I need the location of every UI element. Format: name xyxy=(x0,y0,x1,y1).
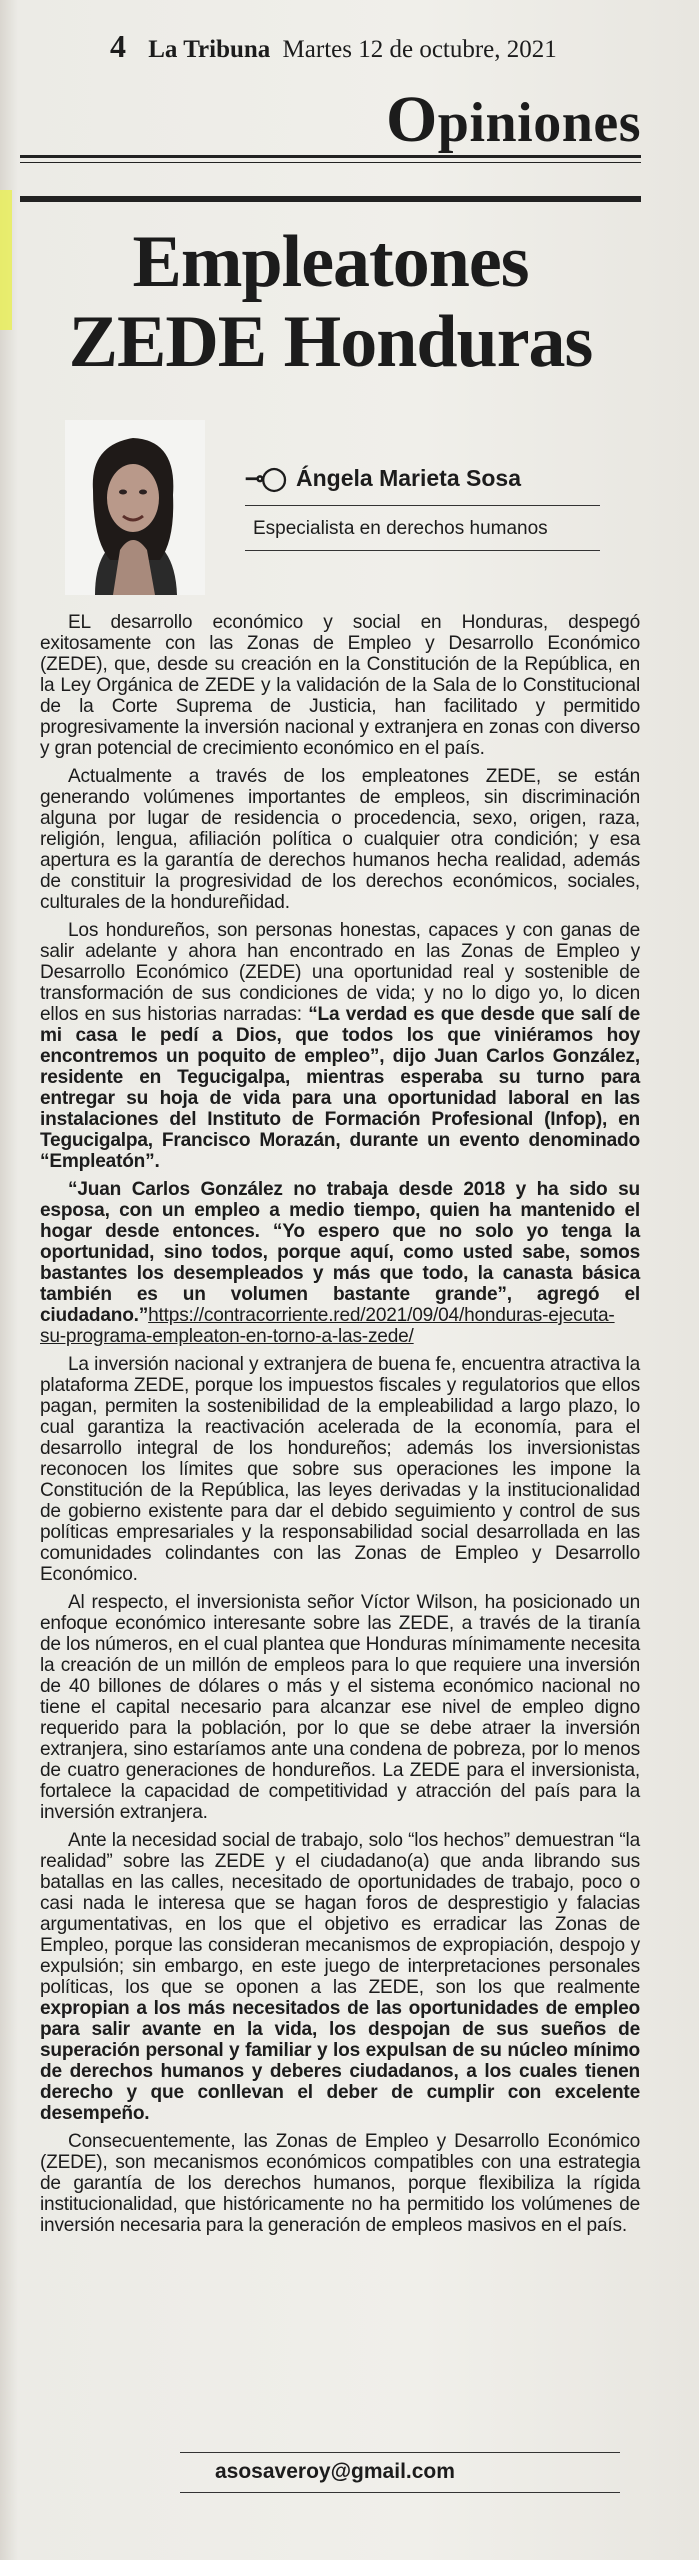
paragraph-6: Al respecto, el inversionista señor Víctor Wilson, ha posicionado un enfoque económico interesante sobre las ZEDE, a través de la tiranía de los números, en el cual plantea que Honduras mínimamente necesita la creación de un millón de empleos para lo que requiere una inversión de 40 billones de dólares o más y el sistema económico nacional no tiene el capital necesario para alcanzar ese nivel de empleo digno requerido para la población, por lo que se debe atraer la inversión extranjera, sino estaríamos ante una condena de pobreza, por lo menos de cuatro generaciones de hondureños. La ZEDE para el inversionista, fortalece la capacidad de competitividad y atracción del país para la inversión extranjera. xyxy=(40,1592,640,1823)
page-number: 4 xyxy=(110,28,126,64)
footer-rule-top xyxy=(180,2452,620,2453)
source-link[interactable]: https://contracorriente.red/2021/09/04/honduras-ejecuta-su-programa-empleaton-en-torno-a-las-zede/ xyxy=(40,1305,615,1347)
paragraph-2: Actualmente a través de los empleatones ZEDE, se están generando volúmenes importantes de empleos, sin discriminación alguna por lugar de residencia o procedencia, sexo, origen, raza, religión, lengua, afiliación política o cualquier otra condición; y esa apertura es la garantía de derechos humanos hecha realidad, además de constituir la progresividad de los derechos económicos, sociales, culturales de la hondureñidad. xyxy=(40,766,640,913)
paragraph-3-text: Los hondureños, son personas honestas, capaces y con ganas de salir adelante y ahora han encontrado en las Zonas de Empleo y Desarrollo Económico (ZEDE) una oportunidad real y sostenible de transformación de sus condiciones de vida; y no lo digo yo, lo dicen ellos en sus historias narradas: xyxy=(40,920,640,1025)
article-headline xyxy=(20,222,641,382)
headline-box xyxy=(20,196,641,392)
paragraph-4-quote: “Juan Carlos González no trabaja desde 2018 y ha sido su esposa, con un empleo a medio tiempo, quien ha mantenido el hogar desde entonces. “Yo espero que no solo yo tenga la oportunidad, sino todos, porque aquí, como usted sabe, somos bastantes los desempleados y más que todo, la canasta básica también es un volumen bastante grande”, agregó el ciudadano.” xyxy=(40,1179,640,1326)
author-email[interactable]: asosaveroy@gmail.com xyxy=(215,2460,455,2483)
section-rest: piniones xyxy=(437,92,641,154)
publication-name: La Tribuna xyxy=(148,36,271,63)
footer-rule-bottom xyxy=(180,2492,620,2493)
article-body xyxy=(40,612,640,2243)
author-role: Especialista en derechos humanos xyxy=(253,518,548,539)
author-name: Ángela Marieta Sosa xyxy=(296,465,521,491)
headline-line-2: ZEDE Honduras xyxy=(68,301,593,383)
author-byline xyxy=(245,465,521,492)
paragraph-5: La inversión nacional y extranjera de buena fe, encuentra atractiva la plataforma ZEDE, porque los impuestos fiscales y regulatorios que ellos pagan, permiten la sostenibilidad de la empleabilidad a largo plazo, lo cual garantiza la reactivación acelerada de la economía, para el desarrollo integral de los hondureños; además los inversionistas reconocen los límites que sobre sus operaciones les impone la Constitución de la República, las leyes derivadas y la institucionalidad de gobierno existente para dar el debido seguimiento y control de sus políticas empresariales y la responsabilidad social desarrollada en las comunidades colindantes con las Zonas de Empleo y Desarrollo Económico. xyxy=(40,1354,640,1585)
paragraph-4 xyxy=(40,1179,640,1347)
section-initial: O xyxy=(385,83,438,156)
byline-rule-bottom xyxy=(245,550,600,551)
publication-date: Martes 12 de octubre, 2021 xyxy=(282,36,557,63)
header-rule xyxy=(20,155,641,158)
paragraph-3 xyxy=(40,920,640,1172)
headline-line-1: Empleatones xyxy=(132,221,529,303)
paragraph-7-emphasis: expropian a los más necesitados de las oportunidades de empleo para salir avante en la vida, los despojan de sus sueños de superación personal y familiar y los expulsan de su núcleo mínimo de derechos humanos y deberes ciudadanos, a los cuales tienen derecho y que conllevan el deber de cumplir con excelente desempeño. xyxy=(40,1998,640,2124)
paragraph-8: Consecuentemente, las Zonas de Empleo y Desarrollo Económico (ZEDE), son mecanismos económicos compatibles con una estrategia de garantía de los derechos humanos, porque flexibiliza la rígida institucionalidad, que históricamente no ha permitido los volúmenes de inversión necesaria para la generación de empleos masivos en el país. xyxy=(40,2131,640,2236)
author-photo xyxy=(65,420,205,595)
section-title xyxy=(386,82,641,158)
paragraph-1: EL desarrollo económico y social en Honduras, despegó exitosamente con las Zonas de Empleo y Desarrollo Económico (ZEDE), que, desde su creación en la Constitución de la República, en la Ley Orgánica de ZEDE y la validación de la Sala de lo Constitucional de la Corte Suprema de Justicia, han facilitado y permitido progresivamente la inversión nacional y extranjera en zonas con diverso y gran potencial de crecimiento económico en el país. xyxy=(40,612,640,759)
page-header xyxy=(110,28,650,68)
header-rule-thin xyxy=(20,162,641,163)
byline-rule-top xyxy=(245,505,600,506)
highlight-strip xyxy=(0,190,12,330)
paragraph-7-text: Ante la necesidad social de trabajo, solo “los hechos” demuestran “la realidad” sobre las ZEDE y el ciudadano(a) que anda librando sus batallas en las calles, necesitado de oportunidades de trabajo, poco o casi nada le interesa que se hagan foros de desprestigio y falacias argumentativas, en los que el objetivo es erradicar las Zonas de Empleo, porque las consideran mecanismos de expropiación, despojo y expulsión; sin embargo, en este juego de interpretaciones personales políticas, los que se oponen a las ZEDE, son los que realmente xyxy=(40,1830,640,1998)
paragraph-3-quote: “La verdad es que desde que salí de mi casa le pedí a Dios, que todos los que viniéramos hoy encontremos un poquito de empleo”, dijo Juan Carlos González, residente en Tegucigalpa, mientras esperaba su turno para entregar su hoja de vida para una oportunidad laboral en las instalaciones del Instituto de Formación Profesional (Infop), en Tegucigalpa, Francisco Morazán, durante un evento denominado “Empleatón”. xyxy=(40,1004,640,1172)
author-portrait-icon xyxy=(65,420,205,595)
byline-marker-icon: ⊸◯ xyxy=(245,465,285,491)
paragraph-7 xyxy=(40,1830,640,2124)
